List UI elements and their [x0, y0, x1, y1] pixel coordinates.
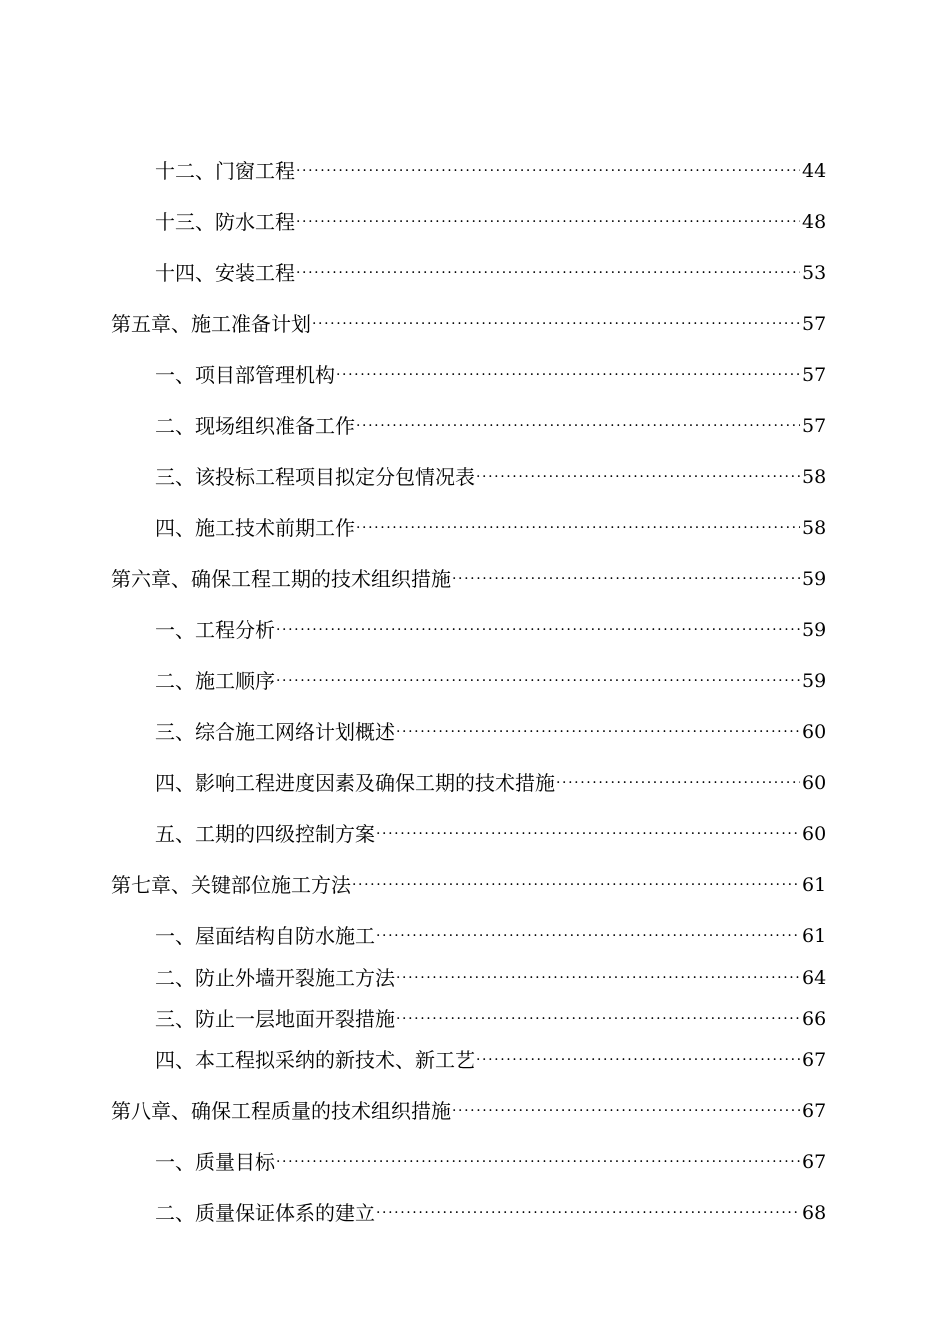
toc-entry-title: 四、施工技术前期工作: [155, 516, 355, 540]
toc-dot-leader: [296, 258, 800, 288]
toc-page-number: 48: [802, 211, 827, 233]
toc-entry-title: 四、本工程拟采纳的新技术、新工艺: [155, 1048, 475, 1072]
toc-entry[interactable]: [0, 1004, 950, 1034]
toc-dot-leader: [556, 768, 800, 798]
toc-page-number: 58: [802, 466, 827, 488]
toc-entry-title: 第五章、施工准备计划: [111, 312, 311, 336]
toc-dot-leader: [296, 207, 800, 237]
toc-dot-leader: [476, 1045, 800, 1075]
toc-entry[interactable]: [0, 1198, 950, 1228]
toc-entry[interactable]: [0, 411, 950, 441]
toc-dot-leader: [396, 963, 800, 993]
toc-page-number: 67: [802, 1049, 827, 1071]
toc-dot-leader: [276, 615, 800, 645]
toc-page-number: 60: [802, 772, 827, 794]
toc-page-number: 59: [802, 568, 827, 590]
toc-entry-title: 四、影响工程进度因素及确保工期的技术措施: [155, 771, 555, 795]
toc-entry[interactable]: [0, 513, 950, 543]
toc-entry[interactable]: [0, 1045, 950, 1075]
toc-entry[interactable]: [0, 309, 950, 339]
toc-dot-leader: [396, 1004, 800, 1034]
toc-dot-leader: [376, 819, 800, 849]
toc-entry[interactable]: [0, 1096, 950, 1126]
toc-entry-title: 二、施工顺序: [155, 669, 275, 693]
toc-entry[interactable]: [0, 963, 950, 993]
toc-dot-leader: [476, 462, 800, 492]
toc-entry-title: 一、质量目标: [155, 1150, 275, 1174]
toc-entry[interactable]: [0, 360, 950, 390]
toc-dot-leader: [396, 717, 800, 747]
toc-entry-title: 第六章、确保工程工期的技术组织措施: [111, 567, 451, 591]
toc-entry-title: 二、防止外墙开裂施工方法: [155, 966, 395, 990]
toc-entry-title: 一、屋面结构自防水施工: [155, 924, 375, 948]
toc-page-number: 61: [802, 925, 827, 947]
toc-entry[interactable]: [0, 666, 950, 696]
toc-entry[interactable]: [0, 462, 950, 492]
toc-dot-leader: [276, 1147, 800, 1177]
toc-entry[interactable]: [0, 564, 950, 594]
toc-page-number: 66: [802, 1008, 827, 1030]
toc-page-number: 58: [802, 517, 827, 539]
toc-entry[interactable]: [0, 819, 950, 849]
toc-entry[interactable]: [0, 207, 950, 237]
toc-page-number: 61: [802, 874, 827, 896]
toc-entry-title: 二、现场组织准备工作: [155, 414, 355, 438]
toc-entry[interactable]: [0, 615, 950, 645]
toc-dot-leader: [452, 564, 800, 594]
toc-dot-leader: [276, 666, 800, 696]
toc-entry[interactable]: [0, 1147, 950, 1177]
toc-entry-title: 第八章、确保工程质量的技术组织措施: [111, 1099, 451, 1123]
toc-page-number: 44: [802, 160, 827, 182]
toc-dot-leader: [452, 1096, 800, 1126]
toc-entry-title: 三、该投标工程项目拟定分包情况表: [155, 465, 475, 489]
toc-page-number: 57: [802, 415, 827, 437]
toc-dot-leader: [356, 411, 800, 441]
toc-entry-title: 三、综合施工网络计划概述: [155, 720, 395, 744]
toc-entry-title: 十四、安装工程: [155, 261, 295, 285]
toc-dot-leader: [376, 921, 800, 951]
toc-entry-title: 三、防止一层地面开裂措施: [155, 1007, 395, 1031]
toc-dot-leader: [296, 156, 800, 186]
toc-dot-leader: [336, 360, 800, 390]
toc-dot-leader: [352, 870, 800, 900]
toc-page-number: 68: [802, 1202, 827, 1224]
toc-entry[interactable]: [0, 921, 950, 951]
toc-page-number: 57: [802, 364, 827, 386]
toc-page-number: 60: [802, 823, 827, 845]
toc-entry-title: 十三、防水工程: [155, 210, 295, 234]
toc-entry-title: 第七章、关键部位施工方法: [111, 873, 351, 897]
toc-entry[interactable]: [0, 258, 950, 288]
toc-entry[interactable]: [0, 156, 950, 186]
toc-dot-leader: [376, 1198, 800, 1228]
toc-entry[interactable]: [0, 717, 950, 747]
toc-dot-leader: [312, 309, 800, 339]
toc-page-number: 67: [802, 1100, 827, 1122]
toc-page-number: 53: [802, 262, 827, 284]
toc-page-number: 67: [802, 1151, 827, 1173]
toc-page-number: 59: [802, 670, 827, 692]
toc-page-number: 64: [802, 967, 827, 989]
toc-entry-title: 五、工期的四级控制方案: [155, 822, 375, 846]
toc-entry[interactable]: [0, 870, 950, 900]
toc-dot-leader: [356, 513, 800, 543]
toc-entry-title: 一、项目部管理机构: [155, 363, 335, 387]
toc-entry-title: 二、质量保证体系的建立: [155, 1201, 375, 1225]
toc-page-number: 57: [802, 313, 827, 335]
toc-entry-title: 十二、门窗工程: [155, 159, 295, 183]
toc-entry-title: 一、工程分析: [155, 618, 275, 642]
toc-entry[interactable]: [0, 768, 950, 798]
toc-page-number: 59: [802, 619, 827, 641]
toc-page-number: 60: [802, 721, 827, 743]
